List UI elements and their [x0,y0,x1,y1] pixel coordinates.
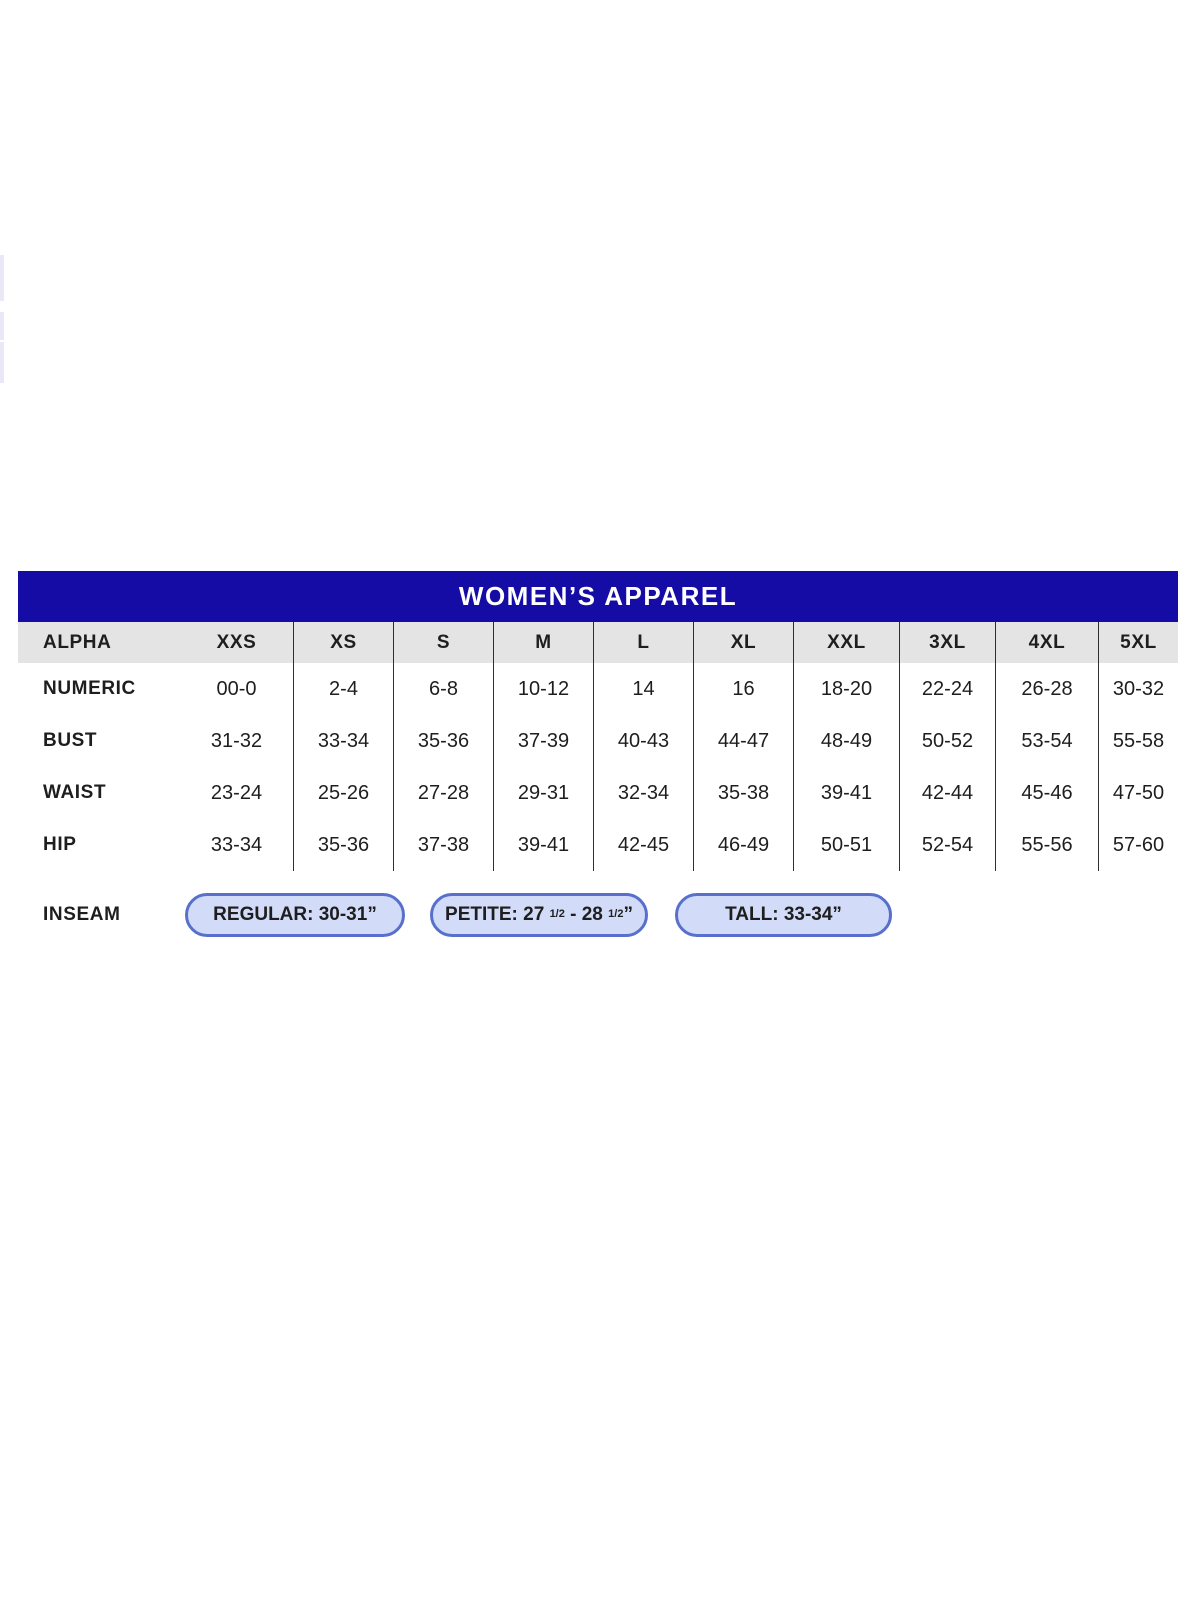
value-cell: 00-0 [216,677,257,700]
column-header-xs: XS [293,622,393,663]
inseam-pill-tall [675,893,892,937]
value-cell: 14 [593,663,693,715]
table-body [18,663,1178,871]
value-cell: 35-36 [293,819,393,871]
pill-text: TALL: 33-34” [725,904,842,925]
value-cell: 52-54 [899,819,995,871]
table-row-waist [18,767,1178,819]
column-header-5xl: 5XL [1098,622,1178,663]
column-header-xl: XL [693,622,793,663]
value-cell: 50-52 [899,715,995,767]
table-title: WOMEN’S APPAREL [458,581,738,611]
value-cell: 55-56 [995,819,1098,871]
table-row-numeric [18,663,1178,715]
value-cell: 30-32 [1098,663,1178,715]
left-edge-artifact [0,255,4,301]
row-label-hip: HIP [43,834,77,855]
value-cell: 26-28 [995,663,1098,715]
column-header-3xl: 3XL [899,622,995,663]
value-cell: 48-49 [793,715,899,767]
column-header-xxl: XXL [793,622,899,663]
value-cell: 2-4 [293,663,393,715]
inseam-pill-regular [185,893,405,937]
value-cell: 33-34 [210,833,263,856]
inseam-pill-petite: PETITE: 27 $^{1/2}$ - 28 $^{1/2}$ ” [430,893,648,937]
alpha-header-row [18,622,1178,663]
row-label-waist: WAIST [43,782,107,803]
column-header-s: S [393,622,493,663]
row-label-bust: BUST [43,730,98,751]
value-cell: 37-39 [493,715,593,767]
size-chart [18,571,1178,941]
value-cell: 18-20 [793,663,899,715]
pill-text: - 28 [564,904,609,925]
value-cell: 35-36 [393,715,493,767]
value-cell: 50-51 [793,819,899,871]
left-edge-artifact [0,342,4,383]
value-cell: 23-24 [210,781,263,804]
pill-text: PETITE: 27 [445,904,550,925]
column-header-4xl: 4XL [995,622,1098,663]
value-cell: 42-45 [593,819,693,871]
value-cell: 10-12 [493,663,593,715]
row-label-numeric: NUMERIC [43,678,136,699]
value-cell: 6-8 [393,663,493,715]
value-cell: 29-31 [493,767,593,819]
table-row-hip [18,819,1178,871]
table-title-bar [18,571,1178,622]
column-header-m: M [493,622,593,663]
value-cell: 37-38 [393,819,493,871]
table-row-bust [18,715,1178,767]
pill-text: ” [623,904,633,925]
column-header-xxs: XXS [216,631,257,653]
value-cell: 44-47 [693,715,793,767]
value-cell: 55-58 [1098,715,1178,767]
value-cell: 45-46 [995,767,1098,819]
inseam-row [18,871,1178,941]
value-cell: 53-54 [995,715,1098,767]
value-cell: 46-49 [693,819,793,871]
value-cell: 25-26 [293,767,393,819]
value-cell: 16 [693,663,793,715]
value-cell: 47-50 [1098,767,1178,819]
pill-text: REGULAR: 30-31” [213,904,377,925]
value-cell: 39-41 [793,767,899,819]
inseam-label: INSEAM [43,904,121,925]
value-cell: 33-34 [293,715,393,767]
value-cell: 40-43 [593,715,693,767]
value-cell: 57-60 [1098,819,1178,871]
value-cell: 27-28 [393,767,493,819]
alpha-label: ALPHA [43,631,112,653]
value-cell: 22-24 [899,663,995,715]
value-cell: 39-41 [493,819,593,871]
value-cell: 32-34 [593,767,693,819]
value-cell: 31-32 [210,729,263,752]
column-header-l: L [593,622,693,663]
value-cell: 35-38 [693,767,793,819]
left-edge-artifact [0,312,4,340]
value-cell: 42-44 [899,767,995,819]
